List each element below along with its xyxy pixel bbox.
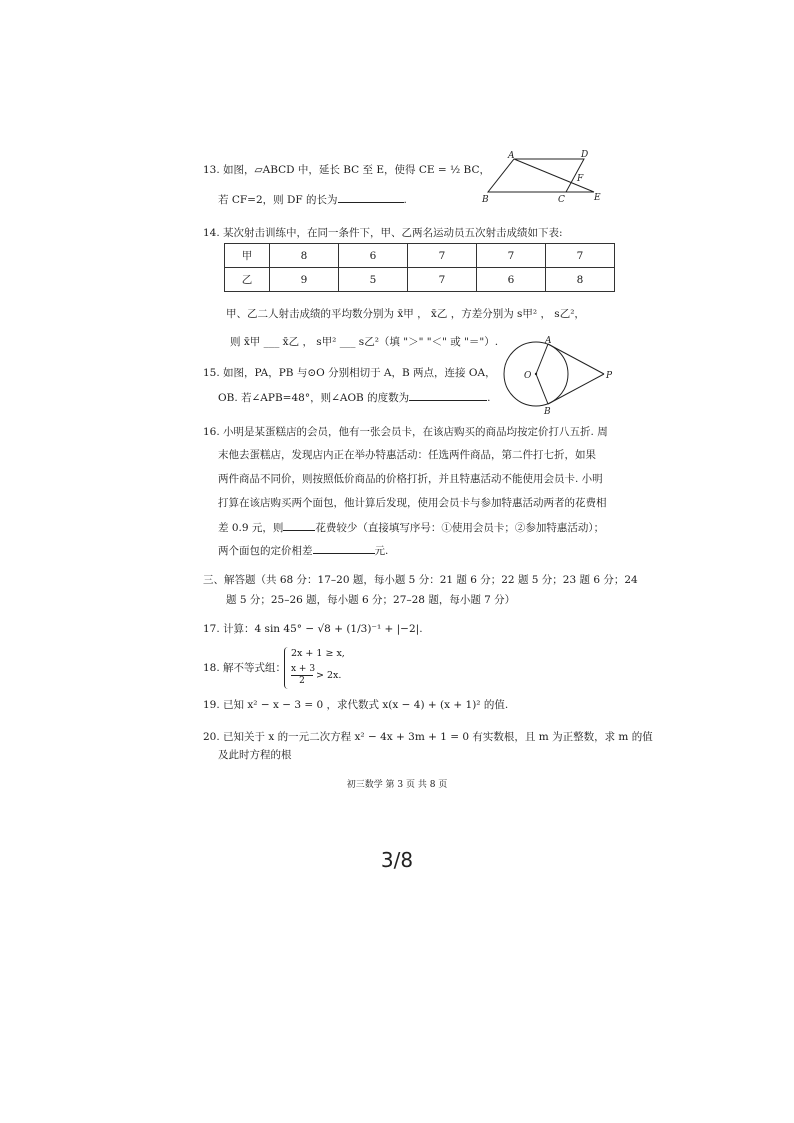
section3-header-line1: 三、解答题（共 68 分：17–20 题，每小题 5 分：21 题 6 分；22 题 5 分；23 题 6 分；24 xyxy=(203,574,638,586)
q15-label-o: O xyxy=(524,371,532,381)
q14-line2: 甲、乙二人射击成绩的平均数分别为 x̄甲 ， x̄乙 ，方差分别为 s甲² ， s乙²， xyxy=(226,308,585,320)
q13-line2-end: . xyxy=(403,194,407,206)
q16-answer-blank-1[interactable] xyxy=(283,519,315,531)
q18-ineq2-fraction xyxy=(291,664,316,687)
table-cell: 7 xyxy=(477,244,546,268)
q15-label-p: P xyxy=(606,371,613,381)
q13-label-e: E xyxy=(594,193,601,203)
q16-line1: 16. 小明是某蛋糕店的会员，他有一张会员卡，在该店购买的商品均按定价打八五折. 周 xyxy=(203,426,608,438)
q19-text: 19. 已知 x² − x − 3 = 0 ，求代数式 x(x − 4) + (x + 1)² 的值. xyxy=(203,699,509,711)
q15-line2 xyxy=(218,389,490,405)
table-cell: 6 xyxy=(477,268,546,292)
q18-ineq2-denominator: 2 xyxy=(299,676,305,686)
q13-label-d: D xyxy=(581,150,589,160)
q15-line2-text: OB. 若∠APB=48°，则∠AOB 的度数为 xyxy=(218,392,410,404)
q14-score-table xyxy=(224,243,615,292)
q16-line6-b: 元. xyxy=(374,545,389,557)
q13-label-c: C xyxy=(558,195,565,205)
q18-ineq2-rest: > 2x. xyxy=(316,670,342,681)
table-cell: 9 xyxy=(270,268,339,292)
q13-label-b: B xyxy=(482,195,489,205)
q13-line2 xyxy=(218,191,407,207)
table-cell: 5 xyxy=(339,268,408,292)
q20-line2: 及此时方程的根 xyxy=(218,749,292,761)
q16-line3: 两件商品不同价，则按照低价商品的价格打折，并且特惠活动不能使用会员卡. 小明 xyxy=(218,473,603,485)
table-cell: 乙 xyxy=(225,268,270,292)
q17-text: 17. 计算：4 sin 45° − √8 + (1/3)⁻¹ + |−2|. xyxy=(203,623,423,635)
page-indicator: 3/8 xyxy=(380,848,414,872)
q13-answer-blank[interactable] xyxy=(338,191,404,203)
q14-line3: 则 x̄甲 ___ x̄乙 ， s甲² ___ s乙²（填 "＞" "＜" 或 "＝"）. xyxy=(230,336,499,348)
table-cell: 7 xyxy=(546,244,615,268)
q15-tangent-circle-figure xyxy=(498,334,620,416)
q16-line5-b: 花费较少（直接填写序号：①使用会员卡；②参加特惠活动）； xyxy=(315,522,605,534)
table-cell: 8 xyxy=(270,244,339,268)
q16-line5 xyxy=(218,519,604,535)
section3-header-line2: 题 5 分；25–26 题，每小题 6 分；27–28 题，每小题 7 分） xyxy=(226,594,516,606)
page-footer: 初三数学 第 3 页 共 8 页 xyxy=(346,780,448,790)
table-cell: 7 xyxy=(408,244,477,268)
q16-answer-blank-2[interactable] xyxy=(313,542,375,554)
q16-line5-a: 差 0.9 元，则 xyxy=(218,522,284,534)
q16-line6-a: 两个面包的定价相差 xyxy=(218,545,313,557)
q16-line2: 末他去蛋糕店，发现店内正在举办特惠活动：任选两件商品，第二件打七折，如果 xyxy=(218,449,596,461)
q13-parallelogram-figure xyxy=(480,150,610,206)
q16-line4: 打算在该店购买两个面包，他计算后发现，使用会员卡与参加特惠活动两者的花费相 xyxy=(218,497,607,509)
q15-answer-blank[interactable] xyxy=(409,389,487,401)
q13-label-f: F xyxy=(577,174,584,184)
table-cell: 甲 xyxy=(225,244,270,268)
q18-ineq1: 2x + 1 ≥ x, xyxy=(291,648,345,659)
q15-line1: 15. 如图，PA，PB 与⊙O 分别相切于 A，B 两点，连接 OA， xyxy=(203,367,496,379)
q18-ineq2-numerator: x + 3 xyxy=(291,664,316,674)
q15-line2-end: . xyxy=(487,392,491,404)
q13-label-a: A xyxy=(508,151,515,161)
q16-line6 xyxy=(218,542,388,558)
q15-label-b: B xyxy=(544,407,551,416)
q13-line1: 13. 如图，▱ABCD 中，延长 BC 至 E，使得 CE = ½ BC， xyxy=(203,164,490,176)
table-cell: 8 xyxy=(546,268,615,292)
table-row xyxy=(225,268,615,292)
table-cell: 6 xyxy=(339,244,408,268)
table-cell: 7 xyxy=(408,268,477,292)
q15-label-a: A xyxy=(545,336,552,346)
q18-brace xyxy=(284,647,291,689)
q18-prefix: 18. 解不等式组： xyxy=(203,662,287,674)
q20-line1: 20. 已知关于 x 的一元二次方程 x² − 4x + 3m + 1 = 0 有实数根，且 m 为正整数，求 m 的值 xyxy=(203,731,653,743)
q13-line2-text: 若 CF=2，则 DF 的长为 xyxy=(218,194,338,206)
table-row xyxy=(225,244,615,268)
q14-intro: 14. 某次射击训练中，在同一条件下，甲、乙两名运动员五次射击成绩如下表: xyxy=(203,227,563,239)
